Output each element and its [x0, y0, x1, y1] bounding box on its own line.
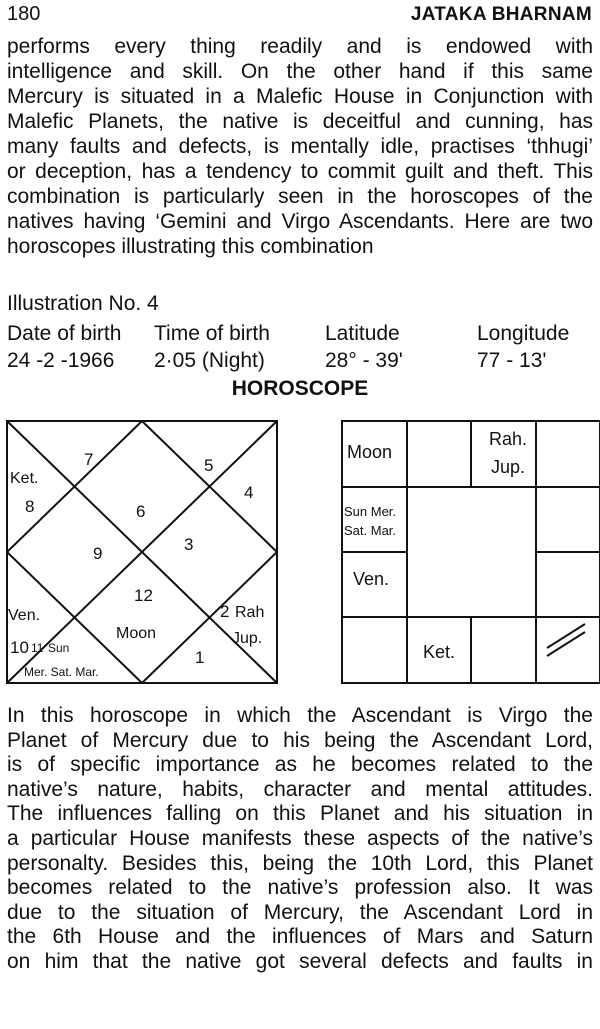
birth-time-column [154, 320, 270, 374]
cell-sat-mar: Sat. Mar. [344, 523, 397, 538]
paragraph-line: due to the situation of Mercury, the Ascendant Lord in [7, 900, 593, 924]
planet-label-ketu: Ket. [10, 470, 39, 487]
north-indian-chart [6, 420, 278, 684]
house-number: 7 [84, 450, 94, 469]
cell-sun-mer: Sun Mer. [344, 504, 397, 519]
running-title: JATAKA BHARNAM [410, 4, 592, 25]
house-number: 11 [31, 641, 44, 655]
planet-label-moon: Moon [116, 625, 157, 642]
house-number: 8 [25, 497, 35, 516]
page-header [0, 0, 600, 30]
paragraph-line: a particular House manifests these aspects of the native’s [7, 826, 593, 850]
paragraph-line: Mercury is situated in a Malefic House in Conjunction with [7, 85, 593, 108]
paragraph-line: The influences falling on this Planet and his situation in [7, 802, 593, 826]
house-number: 2 [220, 602, 230, 621]
paragraph-line: native’s nature, habits, character and mental attitudes. [7, 777, 593, 801]
paragraph-line: Planet of Mercury due to his being the Ascendant Lord, [7, 728, 593, 752]
longitude-label: Longitude [477, 322, 570, 345]
cell-rahu: Rah. [489, 429, 528, 449]
birth-date-value: 24 -2 -1966 [7, 349, 115, 372]
paragraph-line: In this horoscope in which the Ascendant is Virgo the [7, 704, 593, 727]
paragraph-line: combination is particularly seen in the horoscopes of the [7, 185, 593, 208]
house-number: 5 [204, 456, 214, 475]
paragraph-line: becomes related to the native’s profession also. It was [7, 876, 593, 900]
planet-label-venus: Ven. [8, 607, 41, 624]
planet-label-mer-sat-mar: Mer. Sat. Mar. [24, 665, 99, 679]
paragraph-line: many faults and defects, is mentally idle, practises ‘thhugi’ [7, 135, 593, 158]
birth-time-value: 2·05 (Night) [154, 349, 265, 372]
latitude-value: 28° - 39' [325, 349, 403, 372]
cell-ketu: Ket. [423, 642, 456, 662]
paragraph-line: natives having ‘Gemini and Virgo Ascendants. Here are two [7, 210, 593, 233]
longitude-column [477, 320, 569, 374]
birth-date-column [7, 320, 121, 374]
house-number: 3 [184, 535, 194, 554]
house-number: 9 [93, 544, 103, 563]
paragraph-line: personalty. Besides this, being the 10th Lord, this Planet [7, 851, 593, 875]
paragraph-line: performs every thing readily and is endowed with [7, 35, 593, 58]
intro-paragraph [7, 34, 593, 259]
page-number: 180 [7, 3, 41, 25]
latitude-label: Latitude [325, 322, 400, 345]
south-indian-chart [341, 420, 600, 684]
house-number: 10 [10, 638, 29, 657]
longitude-value: 77 - 13' [477, 349, 547, 372]
paragraph-line: on him that the native got several defects and faults in [7, 949, 593, 973]
paragraph-line: the 6th House and the influences of Mars and Saturn [7, 925, 593, 949]
cell-moon: Moon [347, 442, 393, 462]
horoscope-title: HOROSCOPE [231, 377, 369, 400]
house-number: 4 [244, 483, 254, 502]
paragraph-line: horoscopes illustrating this combination [7, 235, 374, 258]
paragraph-line: Malefic Planets, the native is deceitful and cunning, has [7, 110, 593, 133]
latitude-column [325, 320, 403, 374]
cell-jupiter: Jup. [491, 457, 526, 477]
cell-venus: Ven. [353, 569, 390, 589]
planet-label-rahu: Rah [235, 604, 265, 621]
body-paragraph [7, 704, 593, 975]
house-number: 6 [136, 502, 146, 521]
planet-label-jupiter: Jup. [232, 630, 263, 647]
planet-label-sun: Sun [48, 641, 70, 655]
birth-date-label: Date of birth [7, 322, 122, 345]
paragraph-line: is of specific importance as he becomes related to the [7, 753, 593, 777]
house-number: 1 [195, 648, 205, 667]
illustration-label: Illustration No. 4 [7, 292, 159, 315]
house-number: 12 [134, 586, 153, 605]
birth-time-label: Time of birth [154, 322, 270, 345]
paragraph-line: intelligence and skill. On the other hand if this same [7, 60, 593, 83]
paragraph-line: or deception, has a tendency to commit guilt and theft. This [7, 160, 593, 183]
